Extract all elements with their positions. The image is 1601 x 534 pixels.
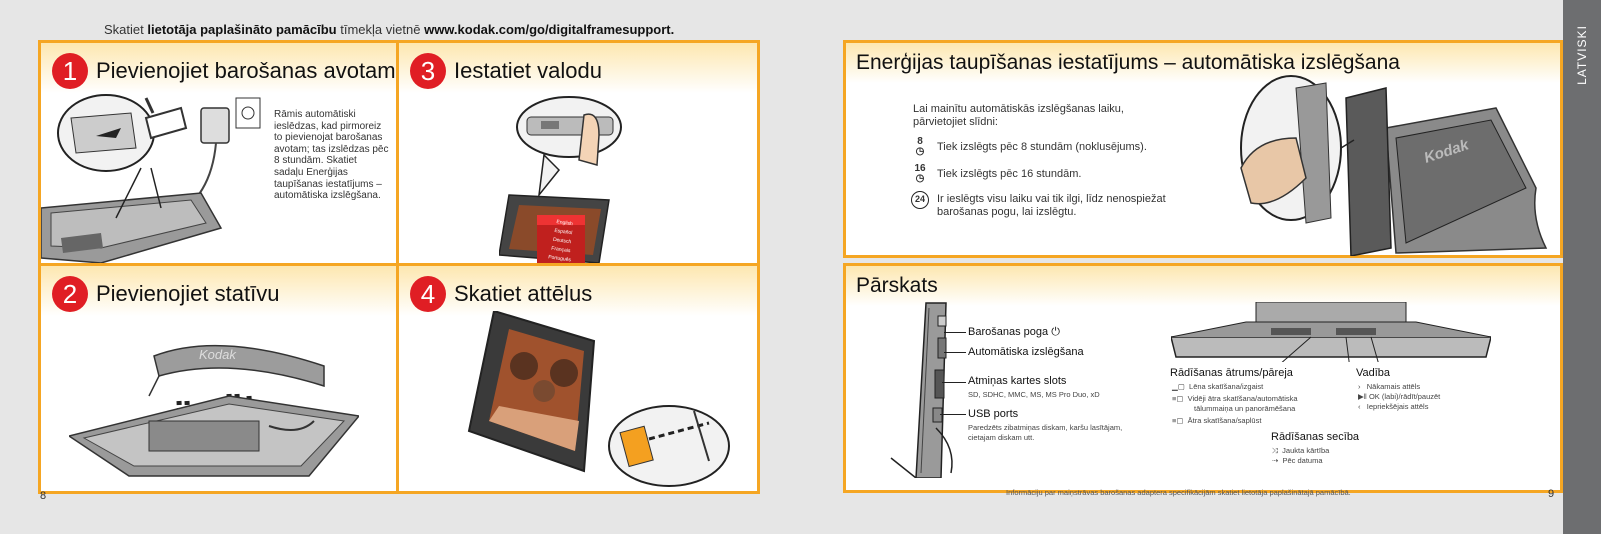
support-url[interactable]: www.kodak.com/go/digitalframesupport.: [424, 22, 675, 37]
step-3-number: 3: [410, 53, 446, 89]
note-bold: lietotāja paplašināto pamācību: [147, 22, 337, 37]
date-order-icon: ⇢: [1272, 456, 1279, 465]
overview-section: [843, 263, 1563, 493]
card-slots-label: Atmiņas kartes slots: [968, 375, 1067, 387]
order-item: Pēc datuma: [1282, 456, 1323, 465]
energy-title: Enerģijas taupīšanas iestatījums – automātiska izslēgšana: [856, 51, 1400, 74]
language-option[interactable]: Deutsch: [552, 236, 572, 246]
medium-icon: ≡▢: [1172, 394, 1184, 403]
energy-section: [843, 40, 1563, 258]
language-option[interactable]: Português: [547, 254, 572, 263]
page-number-right: 9: [1548, 488, 1555, 500]
step-2-title: Pievienojiet statīvu: [96, 281, 280, 306]
clock-8-icon: 8 ◷: [915, 136, 925, 157]
control-items: [1358, 382, 1440, 412]
speed-title: Rādīšanas ātrums/pāreja: [1170, 367, 1293, 379]
language-option[interactable]: English: [556, 219, 574, 228]
kodak-stand-logo: Kodak: [199, 347, 236, 362]
support-note: [104, 22, 674, 37]
note-mid: tīmekļa vietnē: [336, 22, 425, 37]
frame-side-illustration: [871, 298, 961, 478]
previous-icon[interactable]: ‹: [1358, 402, 1361, 411]
auto-off-illustration: [1236, 68, 1556, 256]
step-1-number: 1: [52, 53, 88, 89]
clock-16-icon: 16 ◷: [914, 163, 926, 184]
order-items: [1272, 446, 1329, 466]
page-number-left: 8: [40, 490, 47, 502]
card-types: SD, SDHC, MMC, MS, MS Pro Duo, xD: [968, 390, 1100, 399]
order-item: Jaukta kārtība: [1282, 446, 1330, 455]
overview-title: Pārskats: [856, 274, 938, 297]
speed-item: Vidēji ātra skatīšana/automātiska: [1187, 394, 1298, 403]
play-pause-icon[interactable]: ▶‖: [1358, 392, 1367, 401]
next-icon[interactable]: ›: [1358, 382, 1361, 391]
auto-off-label: Automātiska izslēgšana: [968, 346, 1084, 358]
power-button-label: Barošanas poga ⏻: [968, 326, 1060, 338]
energy-option-text: Tiek izslēgts pēc 8 stundām (noklusējums).: [937, 141, 1147, 153]
step-2-panel: [41, 266, 396, 491]
language-side-tab: [1563, 0, 1601, 534]
gutter: [770, 0, 840, 534]
energy-intro: Lai mainītu automātiskās izslēgšanas laiku, pārvietojiet slīdni:: [913, 103, 1124, 128]
frame-top-illustration: [1171, 302, 1491, 362]
shuffle-icon: ⤨: [1272, 446, 1278, 455]
step-3-panel: [399, 43, 757, 263]
usb-port-label: USB ports: [968, 408, 1019, 420]
control-item: Iepriekšējais attēls: [1366, 402, 1429, 411]
speed-item: Lēna skatīšana/izgaist: [1189, 382, 1264, 391]
step-1-panel: [41, 43, 396, 263]
energy-option-text: barošanas pogu, lai izslēgtu.: [937, 206, 1077, 218]
step-3-title: Iestatiet valodu: [454, 58, 602, 83]
speed-item: tālummaiņa un panorāmēšana: [1194, 404, 1296, 413]
step-4-title: Skatiet attēlus: [454, 281, 593, 306]
control-item: Nākamais attēls: [1366, 382, 1421, 391]
steps-grid: [38, 40, 760, 494]
usb-description-1: Paredzēts zibatmiņas diskam, karšu lasītājam,: [968, 423, 1123, 432]
usb-description-2: cietajam diskam utt.: [968, 433, 1035, 442]
power-connect-illustration: [41, 88, 271, 263]
language-menu: [536, 216, 588, 263]
speed-item: Ātra skatīšana/saplūst: [1187, 416, 1262, 425]
view-pictures-illustration: [439, 311, 739, 491]
footer-note: Informāciju par maiņstrāvas barošanas adaptera specifikācijām skatiet lietotāja paplašinātajā pamācībā.: [1006, 488, 1351, 497]
energy-option-text: Tiek izslēgts pēc 16 stundām.: [937, 168, 1082, 180]
step-1-title: Pievienojiet barošanas avotam: [96, 58, 396, 83]
speed-items: [1172, 382, 1298, 426]
step-4-panel: [399, 266, 757, 491]
note-pre: Skatiet: [104, 22, 148, 37]
fast-icon: ≡▢: [1172, 416, 1184, 425]
side-tab-label: LATVISKI: [1575, 25, 1589, 85]
step-2-number: 2: [52, 276, 88, 312]
step-4-number: 4: [410, 276, 446, 312]
step-1-body: Rāmis automātiski ieslēdzas, kad pirmoreiz to pievienojat barošanas avotam; tas izslēdzas pēc 8 stundām. Skatiet sadaļu Enerģijas taupīšanas iestatījums – automātiska izslēgšana.: [274, 109, 389, 202]
kodak-logo: Kodak: [1421, 136, 1471, 167]
power-icon: ⏻: [1051, 326, 1060, 338]
clock-24-icon: 24: [911, 191, 929, 209]
control-item: OK (labi)/rādīt/pauzēt: [1368, 392, 1441, 401]
slow-icon: ▁▢: [1172, 382, 1185, 391]
stand-illustration: [69, 326, 359, 486]
energy-option-text: Ir ieslēgts visu laiku vai tik ilgi, līdz nenospiežat: [937, 193, 1166, 205]
language-option[interactable]: Español: [553, 227, 573, 237]
order-title: Rādīšanas secība: [1271, 431, 1360, 443]
language-option[interactable]: Français: [550, 245, 571, 255]
control-title: Vadība: [1356, 367, 1391, 379]
